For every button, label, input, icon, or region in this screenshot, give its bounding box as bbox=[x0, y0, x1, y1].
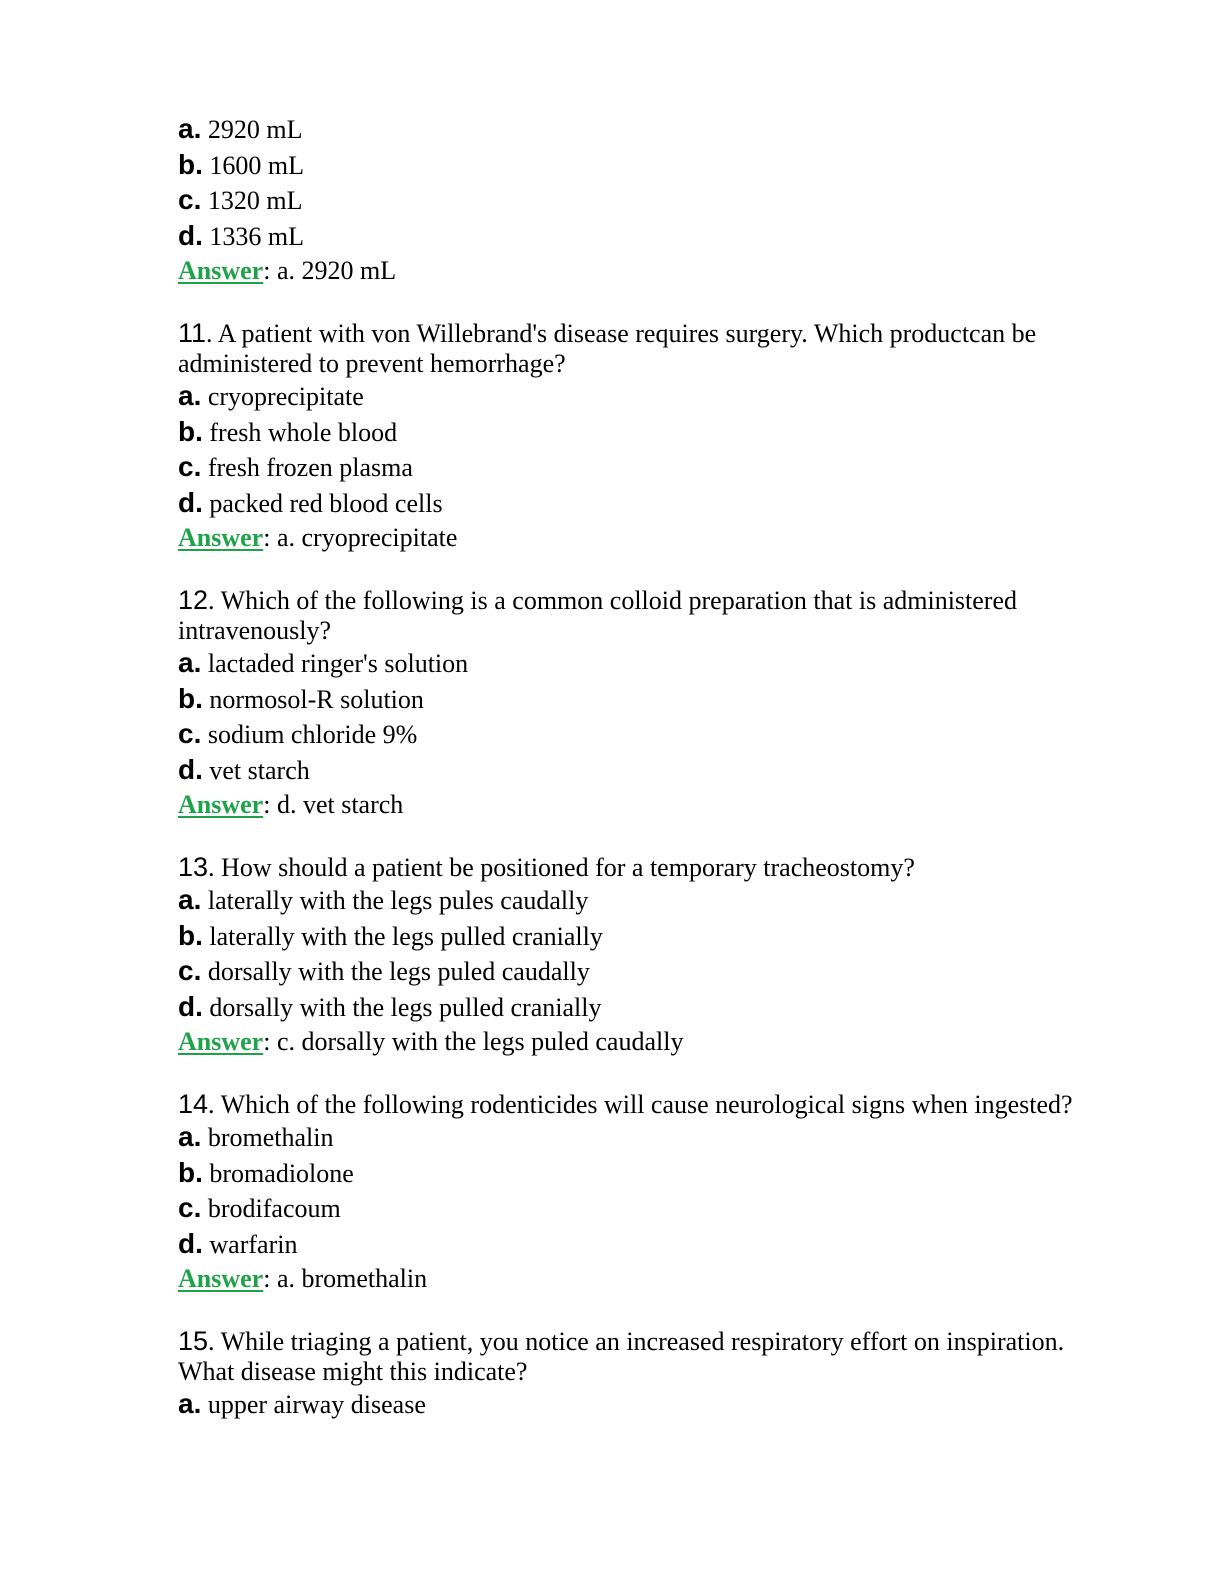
option-a: a. lactaded ringer's solution bbox=[178, 647, 469, 678]
option-a: a. upper airway disease bbox=[178, 1388, 426, 1419]
option-d: d. vet starch bbox=[178, 753, 310, 785]
option-a: a. laterally with the legs pules caudally bbox=[178, 884, 589, 915]
question-14 bbox=[178, 1089, 1118, 1296]
option-b: b. laterally with the legs pulled cranially bbox=[178, 919, 603, 951]
answer-label: Answer bbox=[178, 1264, 264, 1293]
answer-label: Answer bbox=[178, 1027, 264, 1056]
answer-line: Answer: a. cryoprecipitate bbox=[178, 523, 458, 552]
question-text: 13. How should a patient be positioned for a temporary tracheostomy? bbox=[178, 852, 915, 882]
option-b: b. bromadiolone bbox=[178, 1156, 354, 1188]
option-d: d. dorsally with the legs pulled cranially bbox=[178, 990, 602, 1022]
option-a: a. 2920 mL bbox=[178, 113, 303, 144]
question-11 bbox=[178, 318, 1118, 555]
option-b: b. fresh whole blood bbox=[178, 415, 398, 447]
option-c: c. fresh frozen plasma bbox=[178, 451, 413, 482]
option-c: c. sodium chloride 9% bbox=[178, 718, 418, 749]
answer-label: Answer bbox=[178, 790, 264, 819]
option-d: d. packed red blood cells bbox=[178, 486, 443, 518]
question-13 bbox=[178, 852, 1118, 1059]
question-text: 11. A patient with von Willebrand's disease requires surgery. Which productcan be administered to prevent hemorrhage? bbox=[178, 318, 1037, 378]
question-text: 12. Which of the following is a common colloid preparation that is administered intravenously? bbox=[178, 585, 1017, 645]
option-a: a. bromethalin bbox=[178, 1121, 334, 1152]
option-c: c. 1320 mL bbox=[178, 184, 303, 215]
question-10-continued bbox=[178, 112, 1118, 288]
question-text: 14. Which of the following rodenticides will cause neurological signs when ingested? bbox=[178, 1089, 1073, 1119]
option-c: c. dorsally with the legs puled caudally bbox=[178, 955, 590, 986]
option-d: d. 1336 mL bbox=[178, 219, 304, 251]
document-page bbox=[178, 112, 1118, 1453]
answer-line: Answer: a. bromethalin bbox=[178, 1264, 428, 1293]
option-b: b. normosol-R solution bbox=[178, 682, 424, 714]
answer-line: Answer: d. vet starch bbox=[178, 790, 404, 819]
option-b: b. 1600 mL bbox=[178, 148, 304, 180]
option-c: c. brodifacoum bbox=[178, 1192, 341, 1223]
answer-label: Answer bbox=[178, 523, 264, 552]
answer-line: Answer: c. dorsally with the legs puled caudally bbox=[178, 1027, 684, 1056]
option-a: a. cryoprecipitate bbox=[178, 380, 364, 411]
answer-line: Answer: a. 2920 mL bbox=[178, 256, 397, 285]
question-text: 15. While triaging a patient, you notice an increased respiratory effort on inspiration. What disease might this indicate? bbox=[178, 1326, 1065, 1386]
answer-label: Answer bbox=[178, 256, 264, 285]
question-15 bbox=[178, 1326, 1118, 1423]
question-12 bbox=[178, 585, 1118, 822]
option-d: d. warfarin bbox=[178, 1227, 298, 1259]
